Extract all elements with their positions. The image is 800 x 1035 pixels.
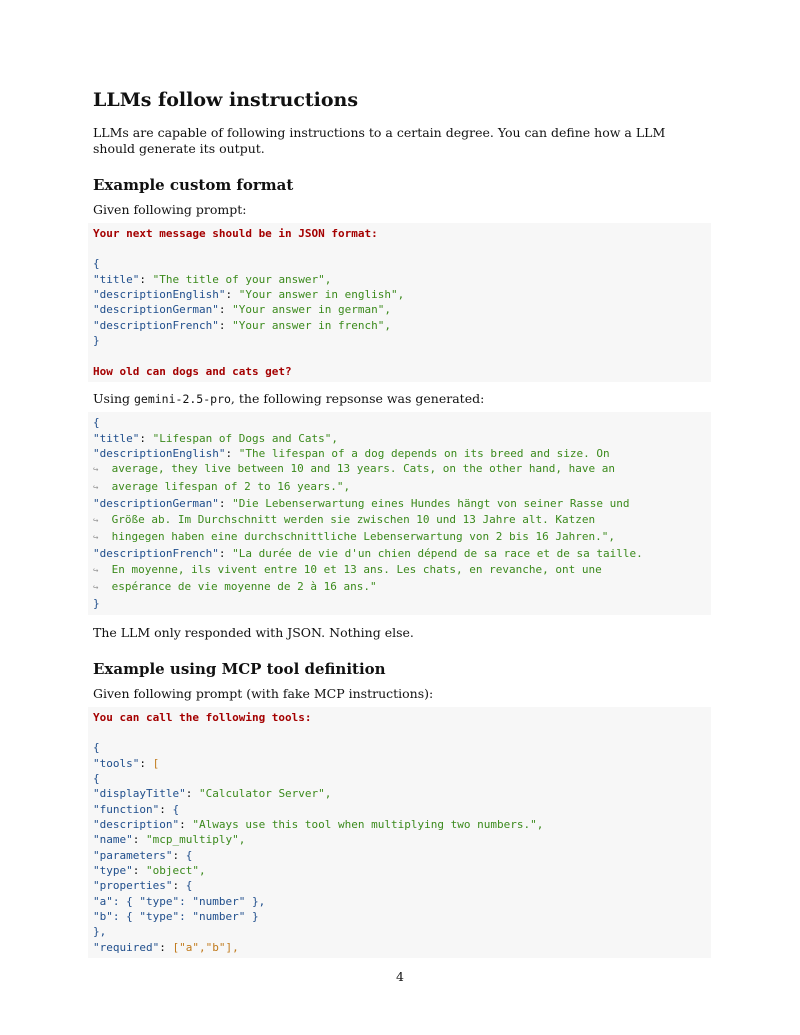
code-line: "b": { "type": "number" }: [93, 910, 259, 924]
code-line: "properties": {: [93, 879, 193, 893]
page-title: LLMs follow instructions: [93, 89, 359, 111]
code-line: "tools": [: [93, 756, 160, 770]
code-line: "title": "Lifespan of Dogs and Cats",: [93, 431, 339, 445]
code-line: "description": "Always use this tool when multiplying two numbers.",: [93, 817, 544, 831]
continuation-icon: ↪: [93, 515, 99, 526]
code-line: {: [93, 416, 100, 430]
intro-paragraph: LLMs are capable of following instructions to a certain degree. You can define how a LLM should generate its output.: [93, 125, 666, 156]
code-line: "descriptionFrench": "Your answer in french",: [93, 318, 392, 332]
code-line: "required": ["a","b"],: [93, 940, 239, 954]
code-line: "function": {: [93, 802, 180, 816]
mcp-code-block: [88, 707, 711, 959]
response-code-block: [88, 412, 711, 614]
mcp-prompt-header: You can call the following tools:: [93, 710, 312, 724]
using-model-paragraph: Using gemini-2.5-pro, the following repsonse was generated:: [93, 390, 485, 406]
page-content: [93, 86, 709, 958]
prompt-header: Your next message should be in JSON format:: [93, 226, 378, 240]
code-line: "descriptionEnglish": "The lifespan of a dog depends on its breed and size. On: [93, 447, 610, 461]
continuation-icon: ↪: [93, 465, 99, 476]
code-line: "a": { "type": "number" },: [93, 894, 266, 908]
model-name: gemini-2.5-pro: [133, 391, 231, 406]
code-line: ↪ average, they live between 10 and 13 years. Cats, on the other hand, have an: [93, 462, 615, 476]
code-line: },: [93, 925, 107, 939]
continuation-icon: ↪: [93, 565, 99, 576]
blank-line: [88, 348, 705, 363]
mcp-prompt-lead: Given following prompt (with fake MCP instructions):: [93, 686, 434, 702]
code-line: {: [93, 741, 100, 755]
blank-line: [88, 241, 705, 256]
code-line: ↪ average lifespan of 2 to 16 years.",: [93, 479, 351, 493]
code-line: "descriptionGerman": "Die Lebenserwartung eines Hundes hängt von seiner Rasse und: [93, 497, 630, 511]
code-line: }: [93, 597, 100, 611]
continuation-icon: ↪: [93, 582, 99, 593]
prompt-question: How old can dogs and cats get?: [93, 364, 292, 378]
page-number: 4: [396, 969, 404, 984]
json-only-note: The LLM only responded with JSON. Nothing else.: [93, 624, 414, 640]
code-line: ↪ En moyenne, ils vivent entre 10 et 13 ans. Les chats, en revanche, ont une: [93, 562, 602, 576]
code-line: "descriptionEnglish": "Your answer in english",: [93, 287, 405, 301]
code-line: "descriptionFrench": "La durée de vie d'un chien dépend de sa race et de sa taille.: [93, 547, 643, 561]
code-line: ↪ espérance de vie moyenne de 2 à 16 ans.": [93, 579, 377, 593]
code-line: "title": "The title of your answer",: [93, 272, 332, 286]
continuation-icon: ↪: [93, 532, 99, 543]
section-heading-mcp: Example using MCP tool definition: [93, 660, 386, 679]
code-line: "parameters": {: [93, 848, 193, 862]
code-line: ↪ hingegen haben eine durchschnittliche Lebenserwartung von 2 bis 16 Jahren.",: [93, 529, 615, 543]
code-line: "displayTitle": "Calculator Server",: [93, 787, 332, 801]
prompt-code-block: [88, 223, 711, 382]
code-line: "name": "mcp_multiply",: [93, 833, 246, 847]
code-line: "descriptionGerman": "Your answer in german",: [93, 303, 392, 317]
code-line: "type": "object",: [93, 864, 206, 877]
code-line: {: [93, 257, 100, 271]
prompt-lead: Given following prompt:: [93, 202, 247, 217]
code-line: ↪ Größe ab. Im Durchschnitt werden sie zwischen 10 und 13 Jahre alt. Katzen: [93, 512, 596, 526]
code-line: }: [93, 333, 100, 347]
continuation-icon: ↪: [93, 482, 99, 493]
code-line: {: [93, 771, 100, 785]
blank-line: [88, 725, 705, 740]
section-heading-custom-format: Example custom format: [93, 176, 294, 194]
